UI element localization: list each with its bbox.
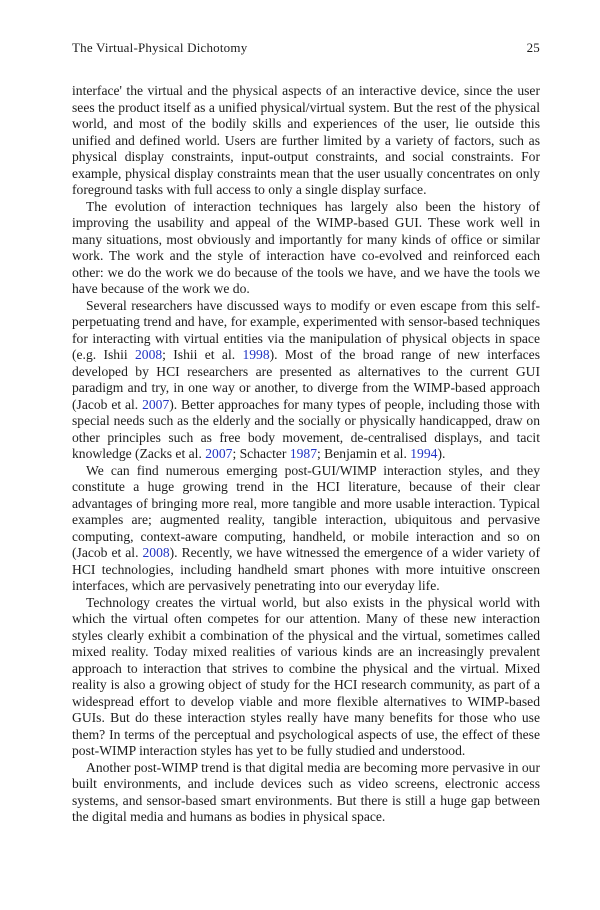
text-run: Several researchers have discussed ways to modify or even escape from this self-perpetuating trend and have, for example, experimented with sensor-based techniques for interacting with virtual entities via the manipulation of physical objects in space (e.g. Ishii — [72, 297, 540, 362]
text-run: The evolution of interaction techniques has largely also been the history of improving the usability and appeal of the WIMP-based GUI. These work well in many situations, most obviously and importantly for many kinds of office or similar work. The work and the style of interaction have co-evolved and reinforced each other: we do the work we do because of the tools we have, and we have the tools we have because of the work we do. — [72, 198, 540, 296]
paragraph — [72, 199, 540, 298]
paragraph — [72, 595, 540, 760]
citation-link[interactable]: 1998 — [242, 347, 270, 362]
paragraph — [72, 760, 540, 826]
text-run: ; Ishii et al. — [162, 347, 243, 362]
paragraph — [72, 83, 540, 199]
text-run: ). — [437, 446, 446, 461]
body-text — [72, 83, 540, 826]
text-run: Another post-WIMP trend is that digital media are becoming more pervasive in our built environments, and include devices such as video screens, electronic access systems, and sensor-based smart environments. But there is still a huge gap between the digital media and humans as bodies in physical space. — [72, 759, 540, 824]
citation-link[interactable]: 1994 — [410, 446, 438, 461]
text-run: Technology creates the virtual world, but also exists in the physical world with which the virtual often competes for our attention. Many of these new interaction styles clearly exhibit a combination of the physical and the virtual, sometimes called mixed reality. Today mixed realities of various kinds are an increasingly prevalent approach to interaction that strives to combine the physical and the virtual. Mixed reality is also a growing object of study for the HCI research community, as part of a widespread effort to develop viable and more flexible alternatives to WIMP-based GUIs. But do these interaction styles really have many benefits for those who use them? In terms of the perceptual and psychological aspects of use, the effect of these post-WIMP interaction styles has yet to be fully studied and understood. — [72, 594, 540, 758]
citation-link[interactable]: 2007 — [142, 396, 170, 412]
citation-link[interactable]: 2008 — [134, 347, 163, 362]
text-run: ). Recently, we have witnessed the emergence of a wider variety of HCI technologies, including handheld smart phones with more intuitive onscreen interfaces, which are pervasively penetrating into our everyday life. — [72, 545, 540, 593]
text-run: ). Most of the broad range of new interfaces developed by HCI researchers are presented as alternatives to the current GUI paradigm and try, in one way or another, to diverge from the WIMP-based approach (Jacob et al. — [72, 347, 541, 412]
citation-link[interactable]: 2008 — [142, 545, 170, 560]
citation-link[interactable]: 2007 — [205, 446, 233, 461]
page-number: 25 — [526, 40, 540, 55]
text-run: We can find numerous emerging post-GUI/WIMP interaction styles, and they constitute a huge growing trend in the HCI literature, because of their clear advantages of bringing more real, more tangible and more usable interaction. Typical examples are; augmented reality, tangible interaction, ubiquitous and pervasive computing, context-aware computing, handheld, or mobile interaction and so on (Jacob et al. — [72, 462, 540, 560]
paragraph — [72, 298, 540, 463]
text-run: ; Schacter — [232, 446, 290, 461]
paragraph — [72, 463, 540, 595]
citation-link[interactable]: 1987 — [289, 446, 317, 461]
text-run: ; Benjamin et al. — [317, 446, 411, 461]
running-head — [72, 40, 540, 56]
text-run: ). Better approaches for many types of people, including those with special needs such as the elderly and the socially or physically handicapped, draw on other principles such as free body movement, de-centralised displays, and tacit knowledge (Zacks et al. — [72, 396, 540, 461]
text-run: interface' the virtual and the physical aspects of an interactive device, since the user sees the product itself as a unified physical/virtual system. But the rest of the physical world, and most of the bodily skills and experiences of the user, lie outside this unified and defined world. Users are further limited by a variety of factors, such as physical display constraints, input-output constraints, and social constraints. For example, physical display constraints mean that the user usually concentrates on only foreground tasks with full access to only a single display surface. — [72, 83, 540, 197]
running-head-title: The Virtual-Physical Dichotomy — [72, 40, 248, 55]
